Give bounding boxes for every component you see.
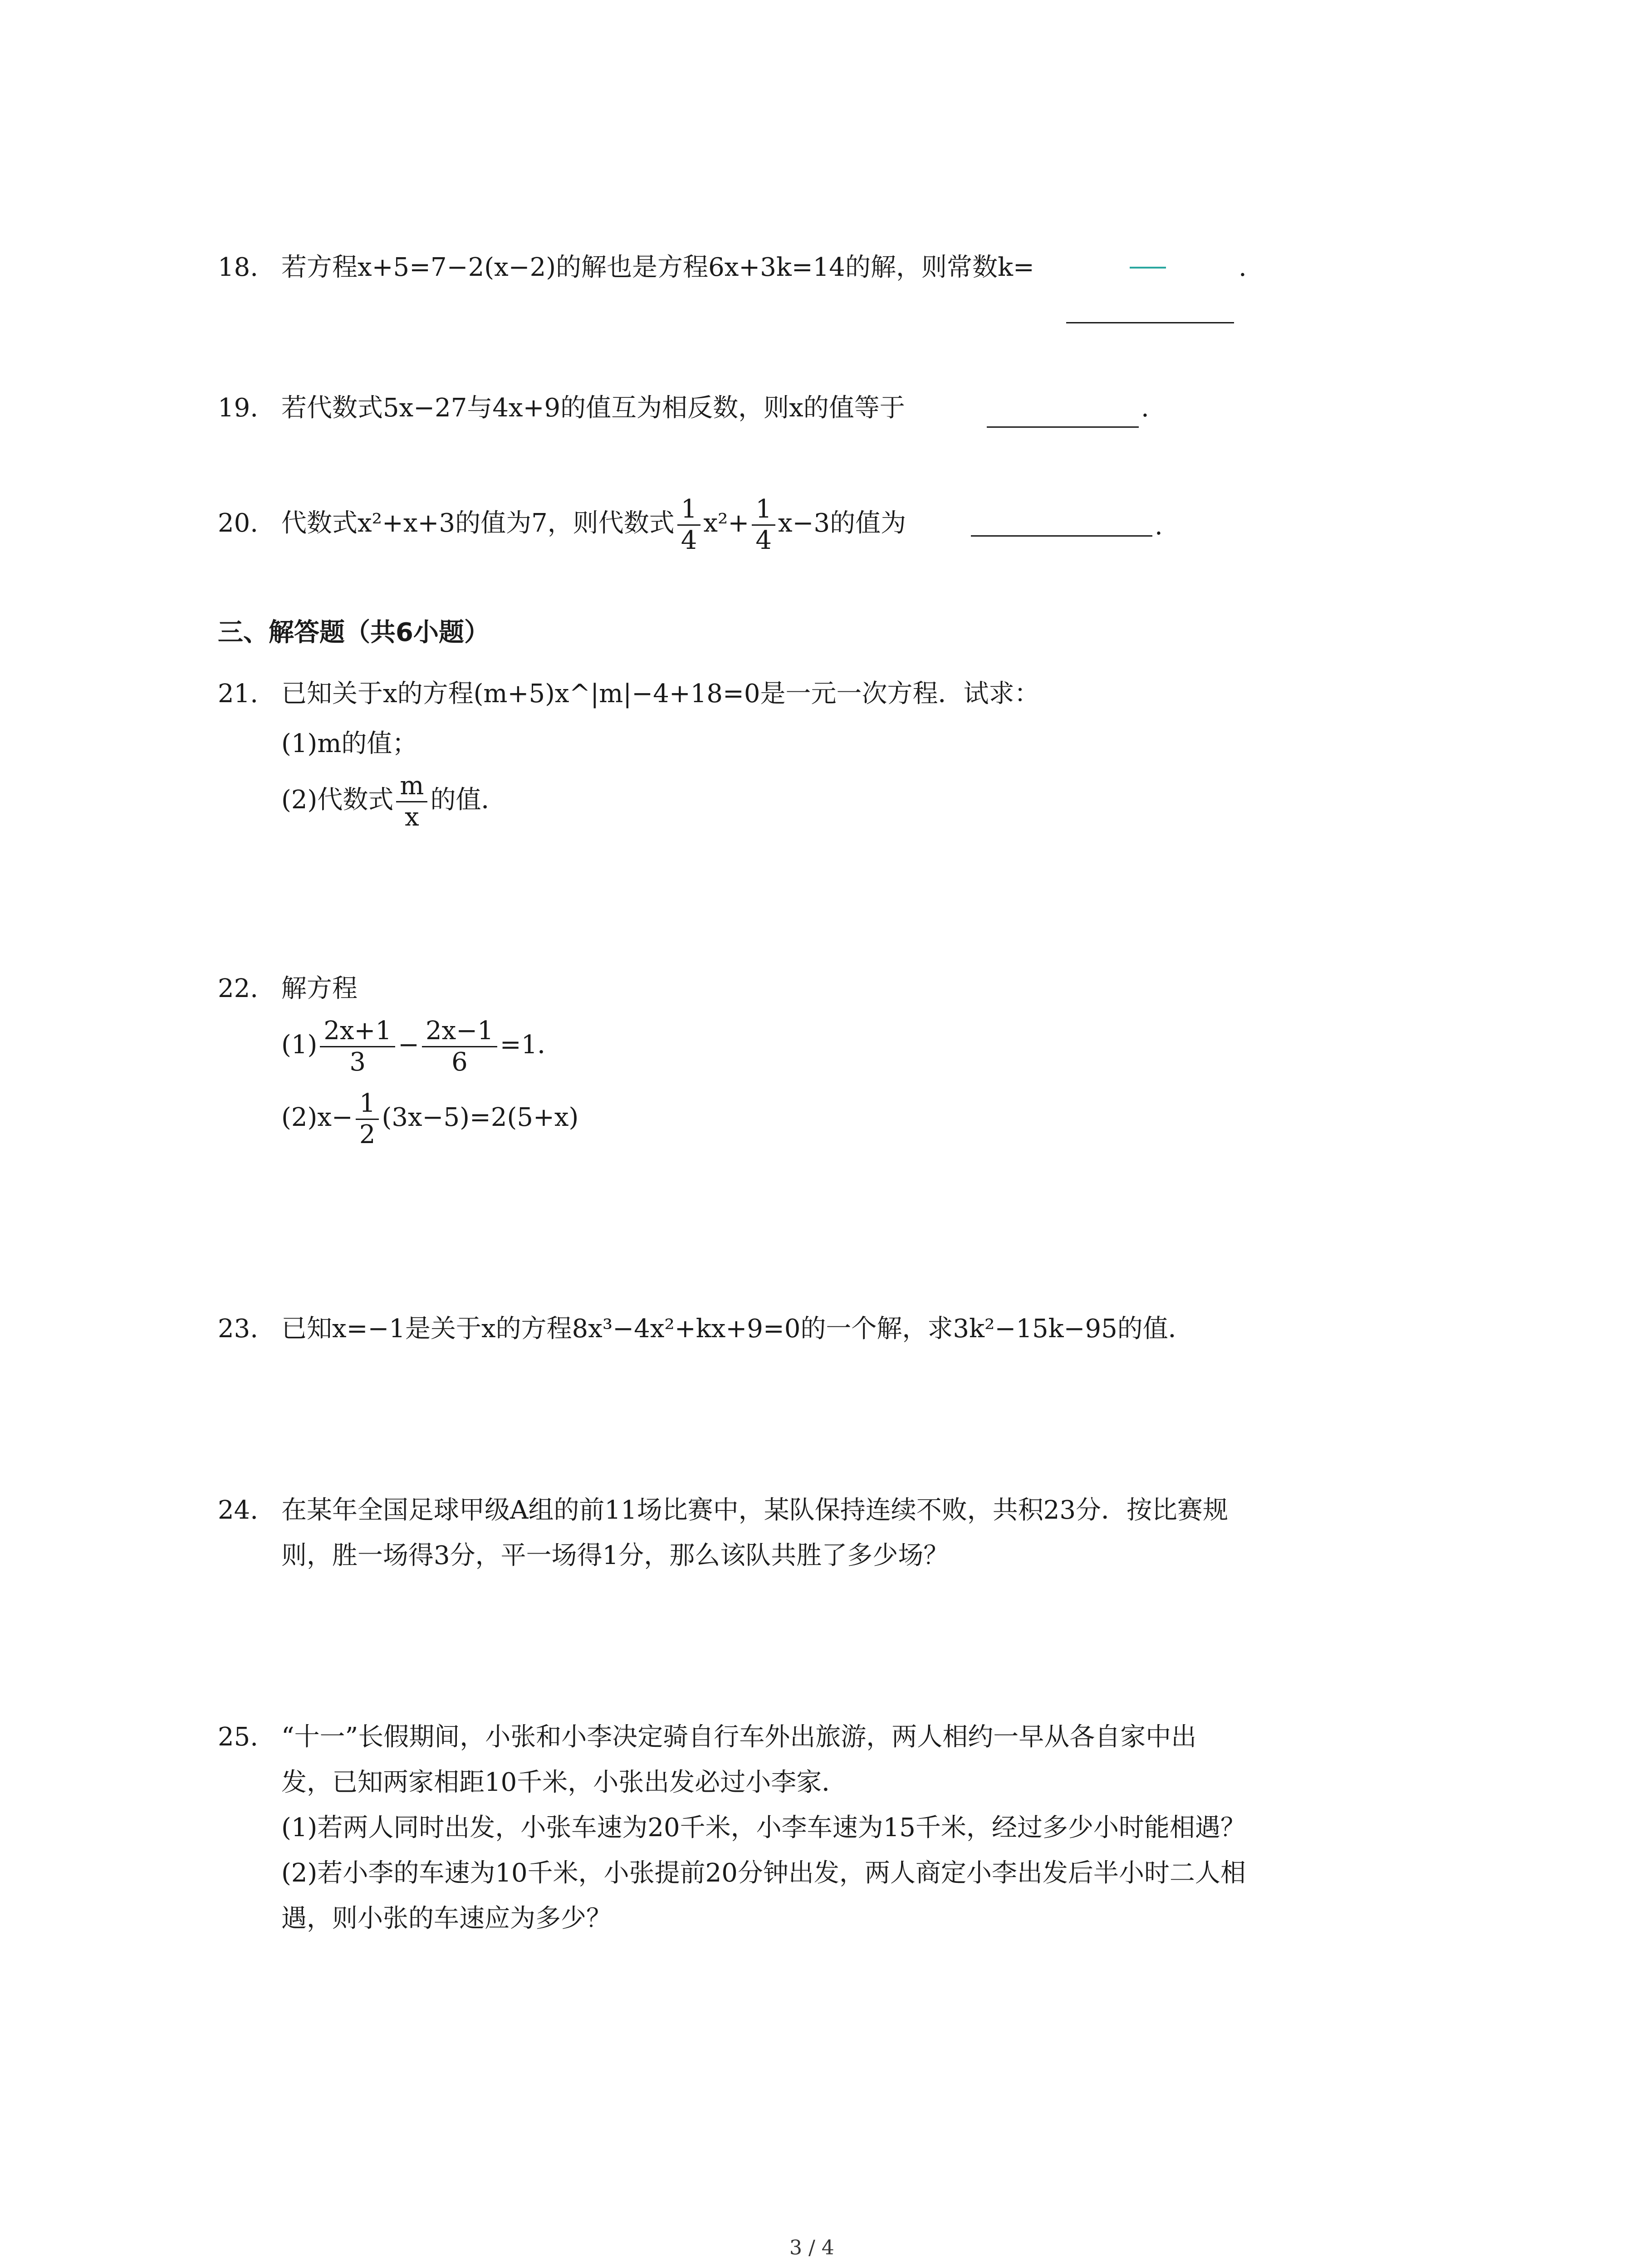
question-text: x−3的值为: [778, 508, 906, 538]
question-25: [218, 1719, 1196, 1755]
section-heading: 三、解答题（共6小题）: [218, 618, 490, 647]
answer-mark: [1130, 267, 1166, 269]
question-18: [218, 249, 1034, 286]
sub-question-text: (2)代数式: [281, 785, 394, 815]
fraction: [356, 1089, 379, 1150]
answer-blank[interactable]: [971, 535, 1152, 537]
fraction-numerator: 1: [677, 494, 701, 526]
fraction-denominator: x: [405, 802, 419, 832]
sub-question-text: (1): [281, 1030, 318, 1060]
question-text: 在某年全国足球甲级A组的前11场比赛中，某队保持连续不败，共积23分．按比赛规: [281, 1496, 1228, 1525]
question-number: 18.: [218, 253, 259, 282]
question-number: 20.: [218, 508, 259, 538]
sub-question: [281, 1016, 563, 1077]
fraction-denominator: 4: [755, 526, 772, 555]
question-text-continued: 发，已知两家相距10千米，小张出发必过小李家．: [281, 1768, 847, 1797]
answer-blank[interactable]: [1066, 322, 1234, 323]
fraction: [396, 771, 427, 832]
fraction-denominator: 2: [359, 1120, 376, 1149]
question-text: 若代数式5x−27与4x+9的值互为相反数，则x的值等于: [281, 393, 905, 423]
sub-question: [281, 771, 506, 832]
fraction-numerator: 2x+1: [320, 1016, 395, 1047]
question-end-mark: .: [1239, 253, 1247, 282]
fraction-numerator: 2x−1: [422, 1016, 497, 1047]
question-text: x²+: [703, 508, 749, 538]
sub-question: (1)m的值；: [281, 729, 418, 758]
fraction-denominator: 3: [349, 1047, 366, 1077]
question-number: 22.: [218, 974, 259, 1003]
question-number: 24.: [218, 1496, 259, 1525]
fraction: [752, 494, 775, 556]
question-20: [218, 494, 906, 556]
question-end-mark: .: [1155, 511, 1163, 541]
sub-question: (2)若小李的车速为10千米，小张提前20分钟出发，两人商定小李出发后半小时二人相: [281, 1858, 1246, 1888]
question-19: [218, 390, 905, 426]
question-number: 19.: [218, 393, 259, 423]
question-text-continued: 遇，则小张的车速应为多少？: [281, 1904, 612, 1933]
answer-blank[interactable]: [987, 426, 1139, 428]
sub-question: [281, 1089, 578, 1150]
fraction: [677, 494, 701, 556]
sub-question-text: (2)x−: [281, 1103, 353, 1132]
question-number: 25.: [218, 1722, 259, 1752]
page-number: 3 / 4: [789, 2236, 834, 2259]
fraction: [320, 1016, 395, 1077]
fraction: [422, 1016, 497, 1077]
question-text: 已知x=−1是关于x的方程8x³−4x²+kx+9=0的一个解，求3k²−15k−95的值．: [281, 1314, 1194, 1344]
question-number: 21.: [218, 679, 259, 709]
sub-question: (1)若两人同时出发，小张车速为20千米，小李车速为15千米，经过多少小时能相遇？: [281, 1813, 1246, 1843]
sub-question-text: =1．: [500, 1030, 563, 1060]
fraction-numerator: 1: [356, 1089, 379, 1120]
question-24: [218, 1492, 1228, 1529]
question-text: 解方程: [281, 974, 358, 1003]
question-text-continued: 则，胜一场得3分，平一场得1分，那么该队共胜了多少场？: [281, 1541, 949, 1570]
question-end-mark: .: [1141, 393, 1149, 423]
fraction-numerator: m: [396, 771, 427, 802]
fraction-denominator: 4: [681, 526, 697, 555]
sub-question-text: 的值．: [430, 785, 507, 815]
question-text: “十一”长假期间，小张和小李决定骑自行车外出旅游，两人相约一早从各自家中出: [281, 1722, 1197, 1752]
sub-question-text: (3x−5)=2(5+x): [382, 1103, 579, 1132]
fraction-denominator: 6: [451, 1047, 468, 1077]
question-text: 已知关于x的方程(m+5)x^|m|−4+18=0是一元一次方程．试求：: [281, 679, 1040, 709]
question-21: [218, 676, 1040, 712]
question-text: 代数式x²+x+3的值为7，则代数式: [281, 508, 675, 538]
sub-question-text: −: [398, 1030, 420, 1060]
fraction-numerator: 1: [752, 494, 775, 526]
question-22: [218, 971, 358, 1007]
question-23: [218, 1311, 1194, 1347]
question-text: 若方程x+5=7−2(x−2)的解也是方程6x+3k=14的解，则常数k=: [281, 253, 1034, 282]
question-number: 23.: [218, 1314, 259, 1344]
